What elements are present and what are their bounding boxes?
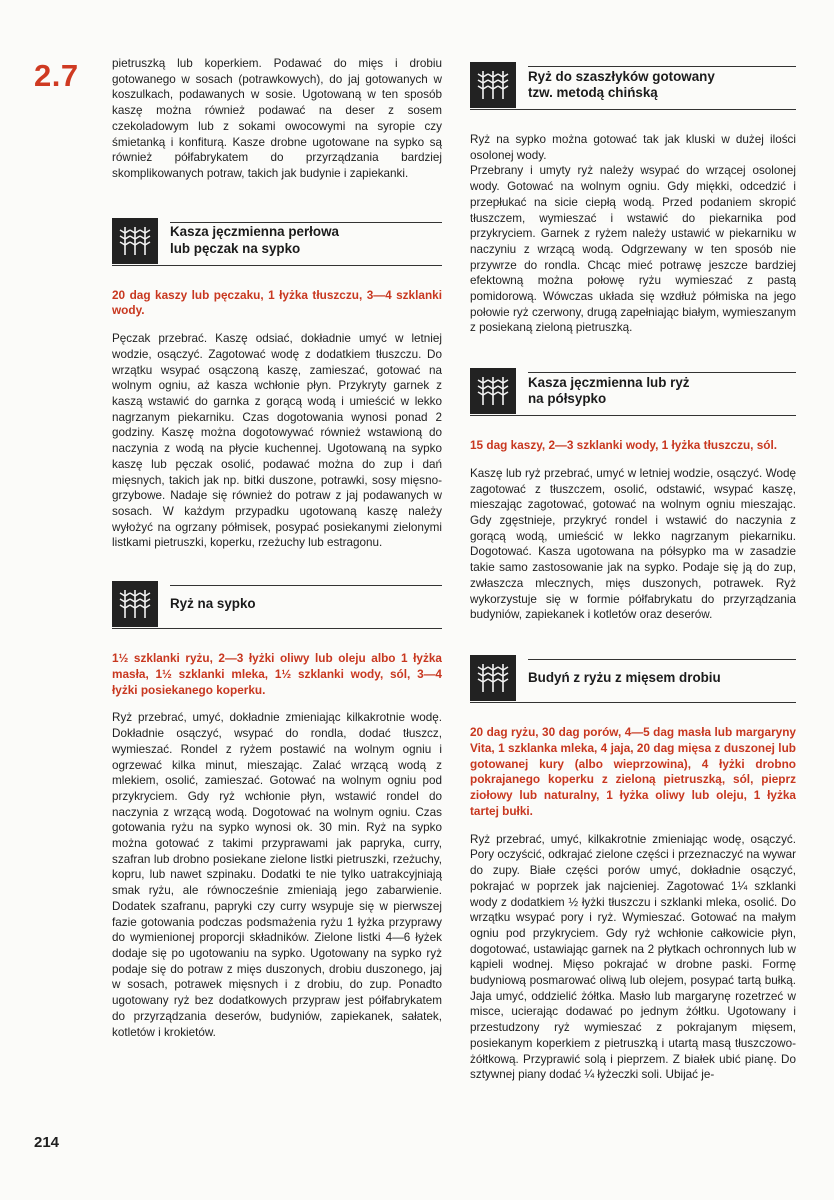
recipe-ingredients: 20 dag kaszy lub pęczaku, 1 łyżka tłuszczu, 3—4 szklanki wody. xyxy=(112,287,442,318)
page-number: 214 xyxy=(34,1134,60,1151)
recipe-title xyxy=(170,224,339,257)
wheat-ears-icon xyxy=(470,62,516,108)
recipe-header xyxy=(112,216,442,266)
recipe-title-line: na półsypko xyxy=(528,391,607,407)
recipe-body: Ryż przebrać, umyć, kilkakrotnie zmieniając wodę, osączyć. Pory oczyścić, odkrajać zielone części i przeznaczyć na wywar do zupy. Białe części porów umyć, dokładnie osączyć, pokrajać w poprzek jak najcieniej. Zagotować 1¼ szklanki wody z dodatkiem ½ łyżki tłuszczu i szklanki mleka, osolić. Do wrzątku wsypać pory i ryż. Wymieszać. Gotować na małym ogniu pod przykryciem. Gdy ryż wchłonie całkowicie płyn, dogotować, ustawiając garnek na 2 płytkach ochronnych lub w kąpieli wodnej. Mięso pokrajać w drobne paski. Formę budyniową posmarować oliwą lub olejem, posypać tartą bułką. Jaja umyć, oddzielić żółtka. Masło lub margarynę rozetrzeć w misce, ucierając dodawać po jednym żółtku. Ugotowany i przestudzony ryż wymieszać z pokrajanym mięsem, posiekanym koperkiem z pietruszką i utartą masą tłuszczowo-żółtkową. Przyprawić solą i pieprzem. Z białek ubić pianę. Do sztywnej piany dodać ¼ łyżeczki soli. Ubijać je- xyxy=(470,832,796,1082)
recipe-header xyxy=(112,579,442,629)
recipe-title-line: Ryż na sypko xyxy=(170,595,256,611)
wheat-ears-icon xyxy=(470,655,516,701)
recipe-title xyxy=(528,375,690,408)
recipe-ingredients: 20 dag ryżu, 30 dag porów, 4—5 dag masła lub margaryny Vita, 1 szklanka mleka, 4 jaja, 20 dag mięsa z duszonej lub gotowanej kury (albo wieprzowina), 4 łyżki drobno pokrajanego koperku z zieloną pietruszką, sól, pieprz ziołowy lub naturalny, 1 łyżka oliwy lub oleju, 1 łyżka tartej bułki. xyxy=(470,724,796,818)
recipe-header xyxy=(470,653,796,703)
recipe-title-line: lub pęczak na sypko xyxy=(170,240,301,256)
recipe-header xyxy=(470,366,796,416)
wheat-ears-icon xyxy=(112,581,158,627)
left-column xyxy=(112,56,442,1040)
right-column xyxy=(470,56,796,1083)
recipe-title-line: Budyń z ryżu z mięsem drobiu xyxy=(528,669,721,685)
recipe-title xyxy=(528,670,721,687)
recipe-body: Ryż przebrać, umyć, dokładnie zmieniając kilkakrotnie wodę. Dokładnie osączyć, wsypać do rondla, dodać tłuszcz, wymieszać. Rondel z ryżem postawić na wolnym ogniu i ogrzewać kilka minut, mieszając. Zalać wrzącą wodą z mlekiem, osolić, zamieszać. Gotować na wolnym ogniu pod przykryciem. Gdy ryż wchłonie płyn, wstawić rondel do naczynia z wrzącą wodą. Dogotować na wolnym ogniu. Czas gotowania ryżu na sypko wynosi ok. 30 min. Ryż na sypko można gotować z takimi przyprawami jak papryka, curry, szafran lub drobno posiekane zielone listki pietruszki, rzeżuchy, kopru, lub nawet szpinaku. Dodatki te nie tylko uatrakcyjniają smak ryżu, ale równocześnie zmieniają jego zabarwienie. Dodatek szafranu, papryki czy curry wsypuje się w pierwszej fazie gotowania podczas podsmażenia ryżu 1 łyżka przyprawy do wymienionej proporcji składników. Zielone listki 4—6 łyżek dodaje się po ugotowaniu na sypko. Ugotowany na sypko ryż podaje się do potraw z mięs duszonych, drobiu duszonego, jaj w sosach, potrawek mięsnych i z drobiu, do zup. Ponadto ugotowany ryż bez dodatkowych przypraw jest półfabrykatem do przyrządzania deserów, budyniów, zapiekanek, sałatek, kotletów i krokietów. xyxy=(112,711,442,1039)
recipe-title xyxy=(528,69,715,102)
recipe-body: Ryż na sypko można gotować tak jak kluski w dużej ilości osolonej wody. Przebrany i umyty ryż należy wsypać do wrzącej osolonej wody. Gotować na wolnym ogniu. Gdy miękki, odcedzić i przepłukać na sicie ciepłą wodą. Przed podaniem skropić tłuszczem, wymieszać i wstawić do piekarnika pod przykryciem. Garnek z ryżem należy ustawić w piekarniku w naczyniu z wrzącą wodą. Odgrzewany w ten sposób nie przywrze do rondla. Chcąc mieć potrawę jeszcze bardziej efektowną można połowę ryżu wymieszać z pastą pomidorową. Wówczas układa się wzdłuż półmiska na jego połowie ryż czerwony, drugą zapełniając białym, wymieszanym z posiekaną zieloną pietruszką. xyxy=(470,133,796,335)
recipe-title-line: Kasza jęczmienna perłowa xyxy=(170,224,339,240)
section-number: 2.7 xyxy=(34,58,79,93)
recipe-title-line: Kasza jęczmienna lub ryż xyxy=(528,374,690,390)
recipe-body: Pęczak przebrać. Kaszę odsiać, dokładnie umyć w letniej wodzie, osączyć. Zagotować wodę z dodatkiem tłuszczu. Do wrzątku wsypać osączoną kaszę, zamieszać, gotować na wolnym ogniu, aż kasza wchłonie płyn. Przykryty garnek z kaszą wstawić do garnka z gorącą wodą i umieścić w lekko nagrzanym piekarniku. Czas dogotowania wynosi ponad 2 godziny. Kaszę można dogotowywać również wstawioną do naczynia z wodą na płycie kuchennej. Ugotowaną na sypko kaszę lub pęczak osolić, podawać można do zup i dań mięsnych, takich jak np. bitki duszone, potrawki, sosy mięsno-grzybowe. Nadaje się również do potraw z jaj podawanych w sosach. W każdym przypadku ugotowaną kaszę należy wyłożyć na ogrzany półmisek, posypać posiekanymi zielonymi listkami pietruszki, koperku, rzeżuchy lub estragonu. xyxy=(112,332,442,550)
intro-paragraph: pietruszką lub koperkiem. Podawać do mięs i drobiu gotowanego w sosach (potrawkowych), do jaj gotowanych w koszulkach, podawanych w sosie. Ugotowaną w ten sposób kaszę można również podawać na deser z sosem czekoladowym lub z sokami owocowymi na syropie czy śmietanką i konfiturą. Kasze drobne ugotowane na sypko są również półfabrykatem do przyrządzania bardziej skomplikowanych potraw, takich jak budynie i zapiekanki. xyxy=(112,57,442,180)
recipe-body: Kaszę lub ryż przebrać, umyć w letniej wodzie, osączyć. Wodę zagotować z tłuszczem, osolić, odstawić, wsypać kaszę, mieszając zagotować, gotować na wolnym ogniu mieszając. Gdy zgęstnieje, przykryć rondel i wstawić do naczynia z gorącą wodą, umieścić w lekko nagrzanym piekarniku. Dogotować. Kasza ugotowana na półsypko ma w zasadzie takie samo zastosowanie jak na sypko. Podaje się ją do zup, zwłaszcza mlecznych, mięs duszonych, potrawek. Ryż wykorzystuje się w formie półfabrykatu do przyrządzania budyniów, zapiekanek i kotletów oraz deserów. xyxy=(470,466,796,622)
recipe-title xyxy=(170,596,256,613)
recipe-ingredients: 15 dag kaszy, 2—3 szklanki wody, 1 łyżka tłuszczu, sól. xyxy=(470,438,778,453)
recipe-title-line: Ryż do szaszłyków gotowany xyxy=(528,68,715,84)
recipe-ingredients: 1½ szklanki ryżu, 2—3 łyżki oliwy lub oleju albo 1 łyżka masła, 1½ szklanki mleka, 1½ szklanki wody, sól, 3—4 łyżki posiekanego koperku. xyxy=(112,651,442,697)
wheat-ears-icon xyxy=(470,368,516,414)
recipe-title-line: tzw. metodą chińską xyxy=(528,85,658,100)
wheat-ears-icon xyxy=(112,218,158,264)
recipe-header xyxy=(470,60,796,110)
